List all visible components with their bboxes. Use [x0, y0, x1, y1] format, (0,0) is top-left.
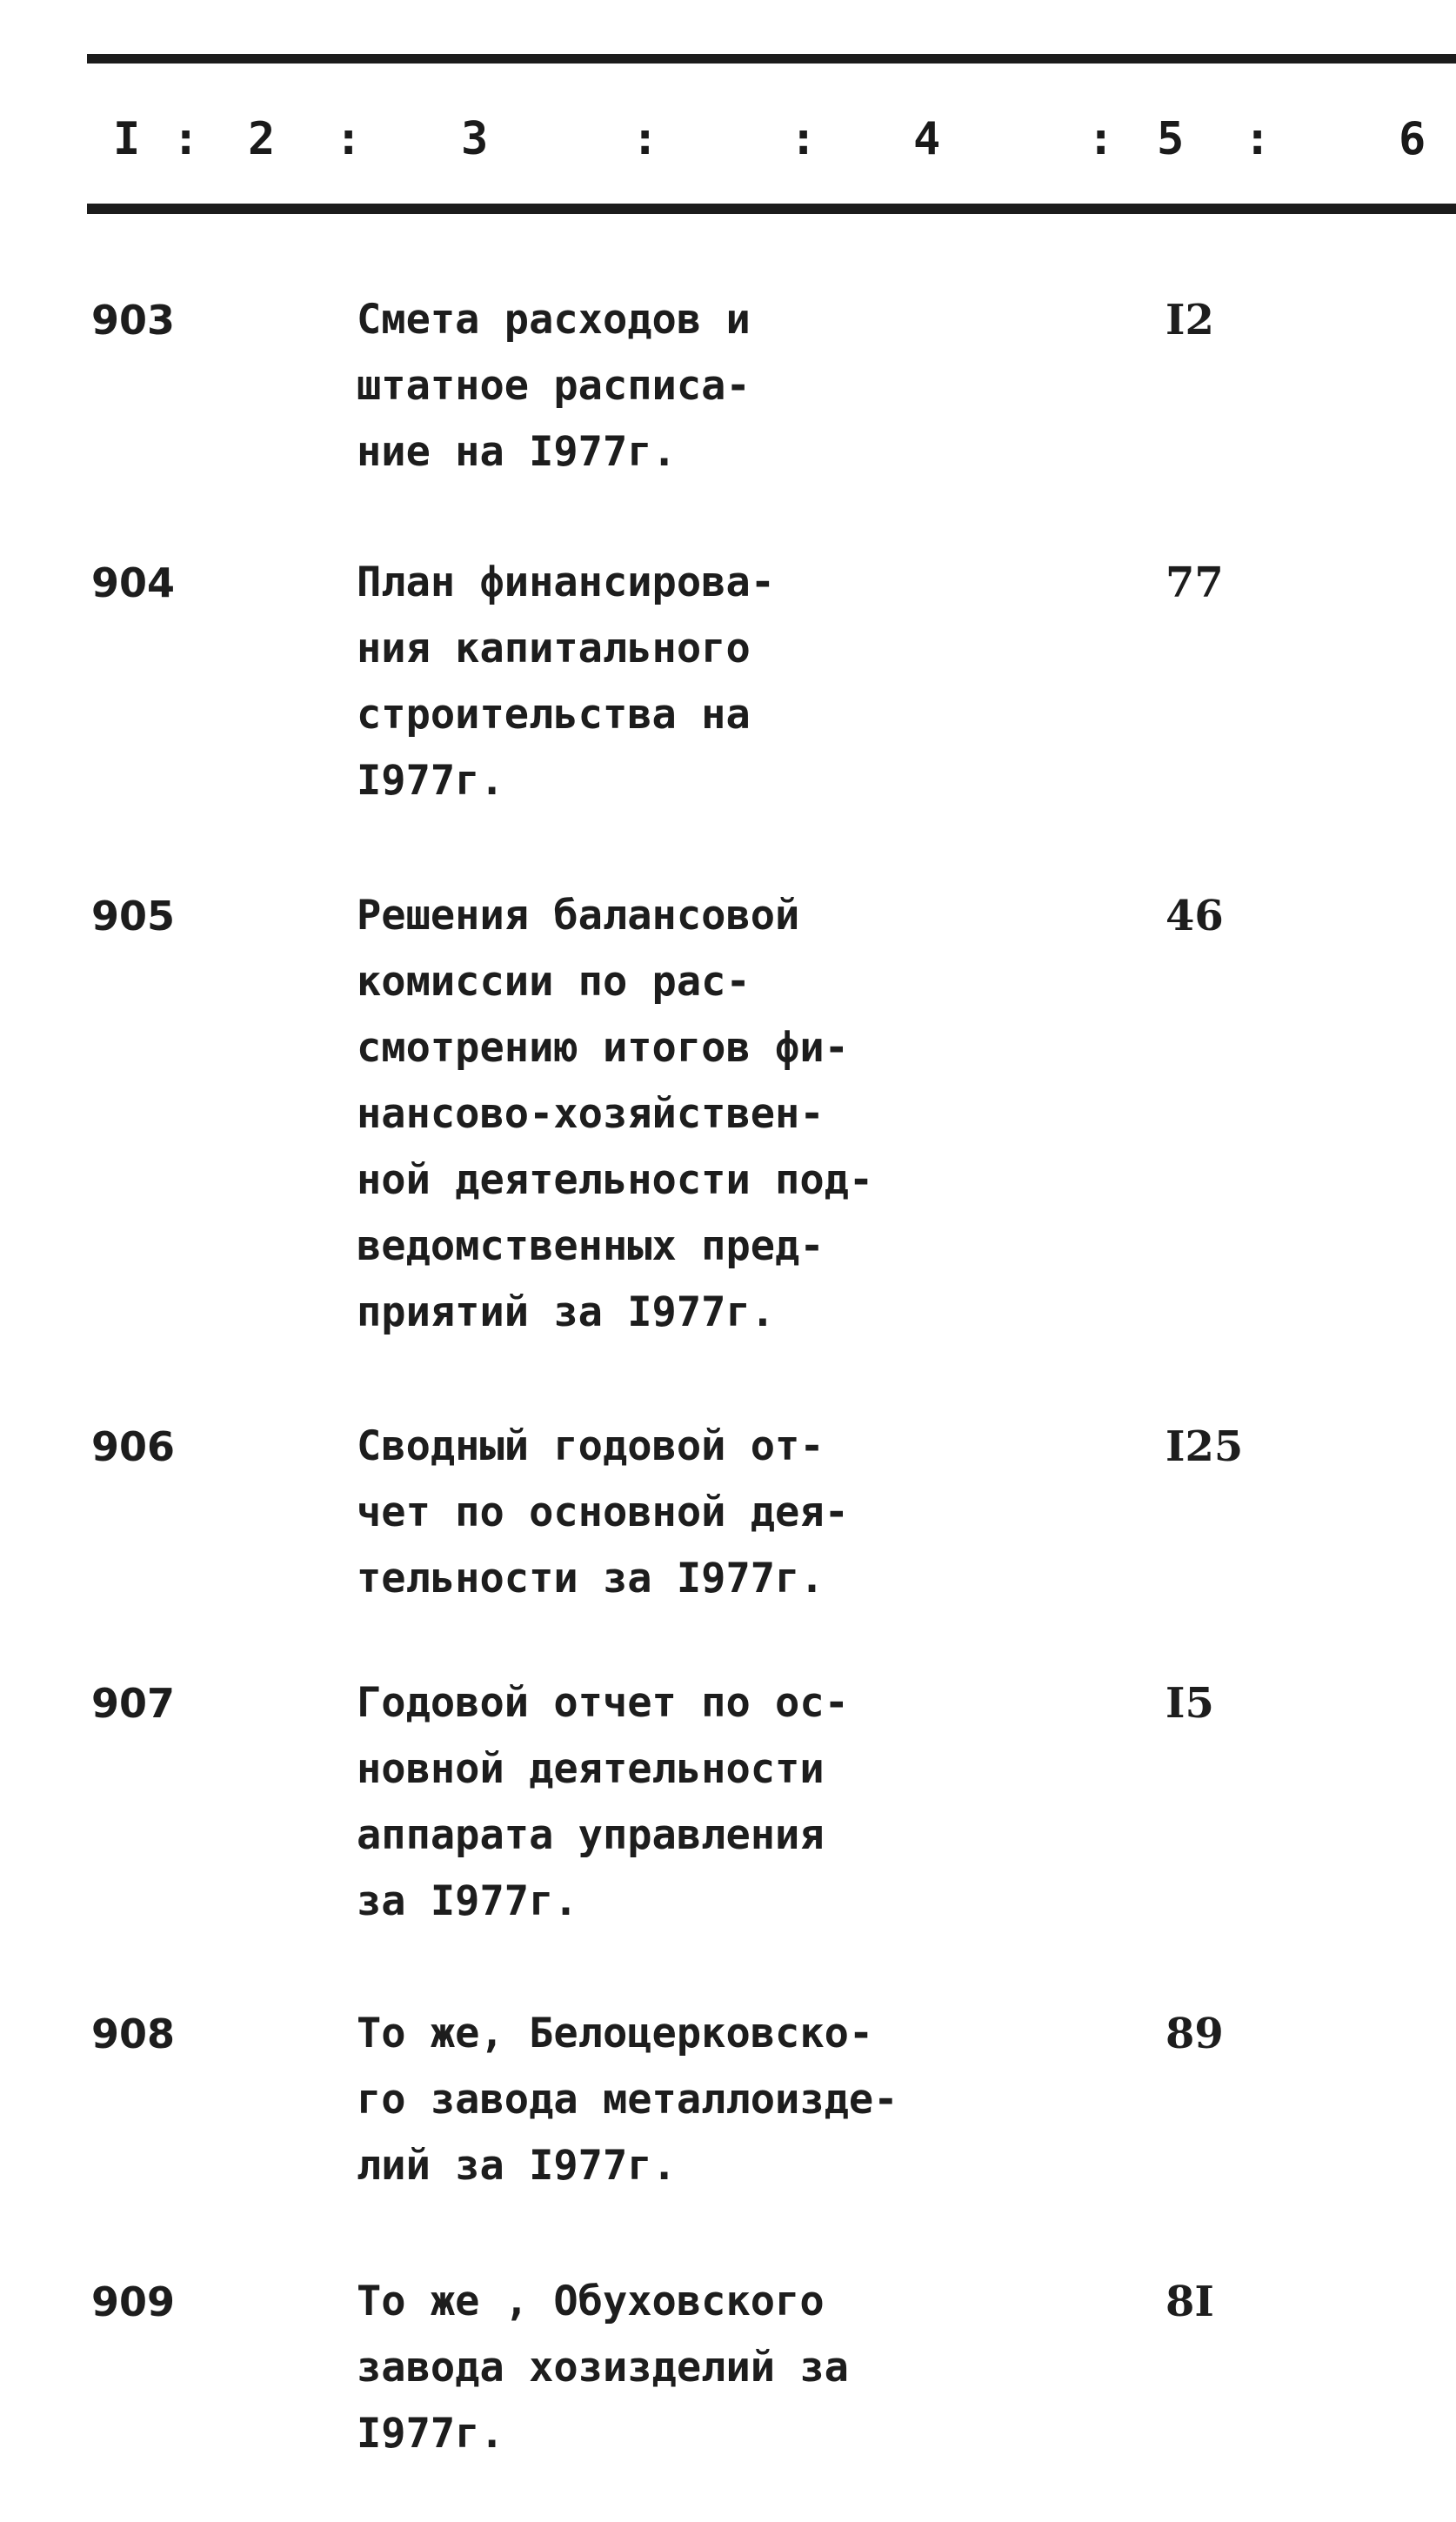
column-header-3: 3 [461, 113, 489, 165]
page-count: I5 [1165, 1679, 1214, 1728]
case-number: 905 [91, 893, 176, 940]
column-header-6: 6 [1399, 113, 1426, 165]
page-count: 89 [1165, 2010, 1224, 2058]
column-separator: : [1087, 113, 1115, 165]
page-count: 46 [1165, 892, 1224, 940]
page-count: 8I [1165, 2278, 1214, 2326]
case-title: План финансирова- ния капитального строительства на I977г. [357, 559, 776, 805]
case-title: Сводный годовой от- чет по основной дея- тельности за I977г. [357, 1422, 849, 1602]
case-title: То же, Белоцерковско- го завода металлоизде- лий за I977г. [357, 2010, 898, 2190]
case-number: 906 [91, 1423, 176, 1470]
column-separator: : [790, 113, 818, 165]
header-bottom-rule [87, 204, 1456, 214]
case-title: То же , Обуховского завода хозизделий за I977г. [357, 2278, 849, 2458]
column-header-2: 2 [248, 113, 276, 165]
column-separator: : [335, 113, 363, 165]
column-header-5: 5 [1157, 113, 1185, 165]
case-number: 909 [91, 2278, 176, 2325]
case-title: Смета расходов и штатное расписа- ние на I977г. [357, 296, 751, 476]
case-number: 908 [91, 2010, 176, 2057]
column-separator: : [1244, 113, 1272, 165]
page-count: 77 [1165, 559, 1224, 607]
column-header-1: I [113, 113, 141, 165]
case-title: Решения балансовой комиссии по рас- смотрению итогов фи- нансово-хозяйствен- ной деятельности под- ведомственных пред- приятий за I977г. [357, 892, 874, 1336]
case-number: 907 [91, 1680, 176, 1727]
page-count: I2 [1165, 296, 1214, 345]
column-header-4: 4 [913, 113, 941, 165]
case-title: Годовой отчет по ос- новной деятельности аппарата управления за I977г. [357, 1679, 849, 1925]
top-rule [87, 54, 1456, 64]
column-separator: : [172, 113, 200, 165]
column-separator: : [631, 113, 659, 165]
case-number: 904 [91, 559, 176, 606]
page-count: I25 [1165, 1422, 1244, 1471]
case-number: 903 [91, 297, 176, 344]
